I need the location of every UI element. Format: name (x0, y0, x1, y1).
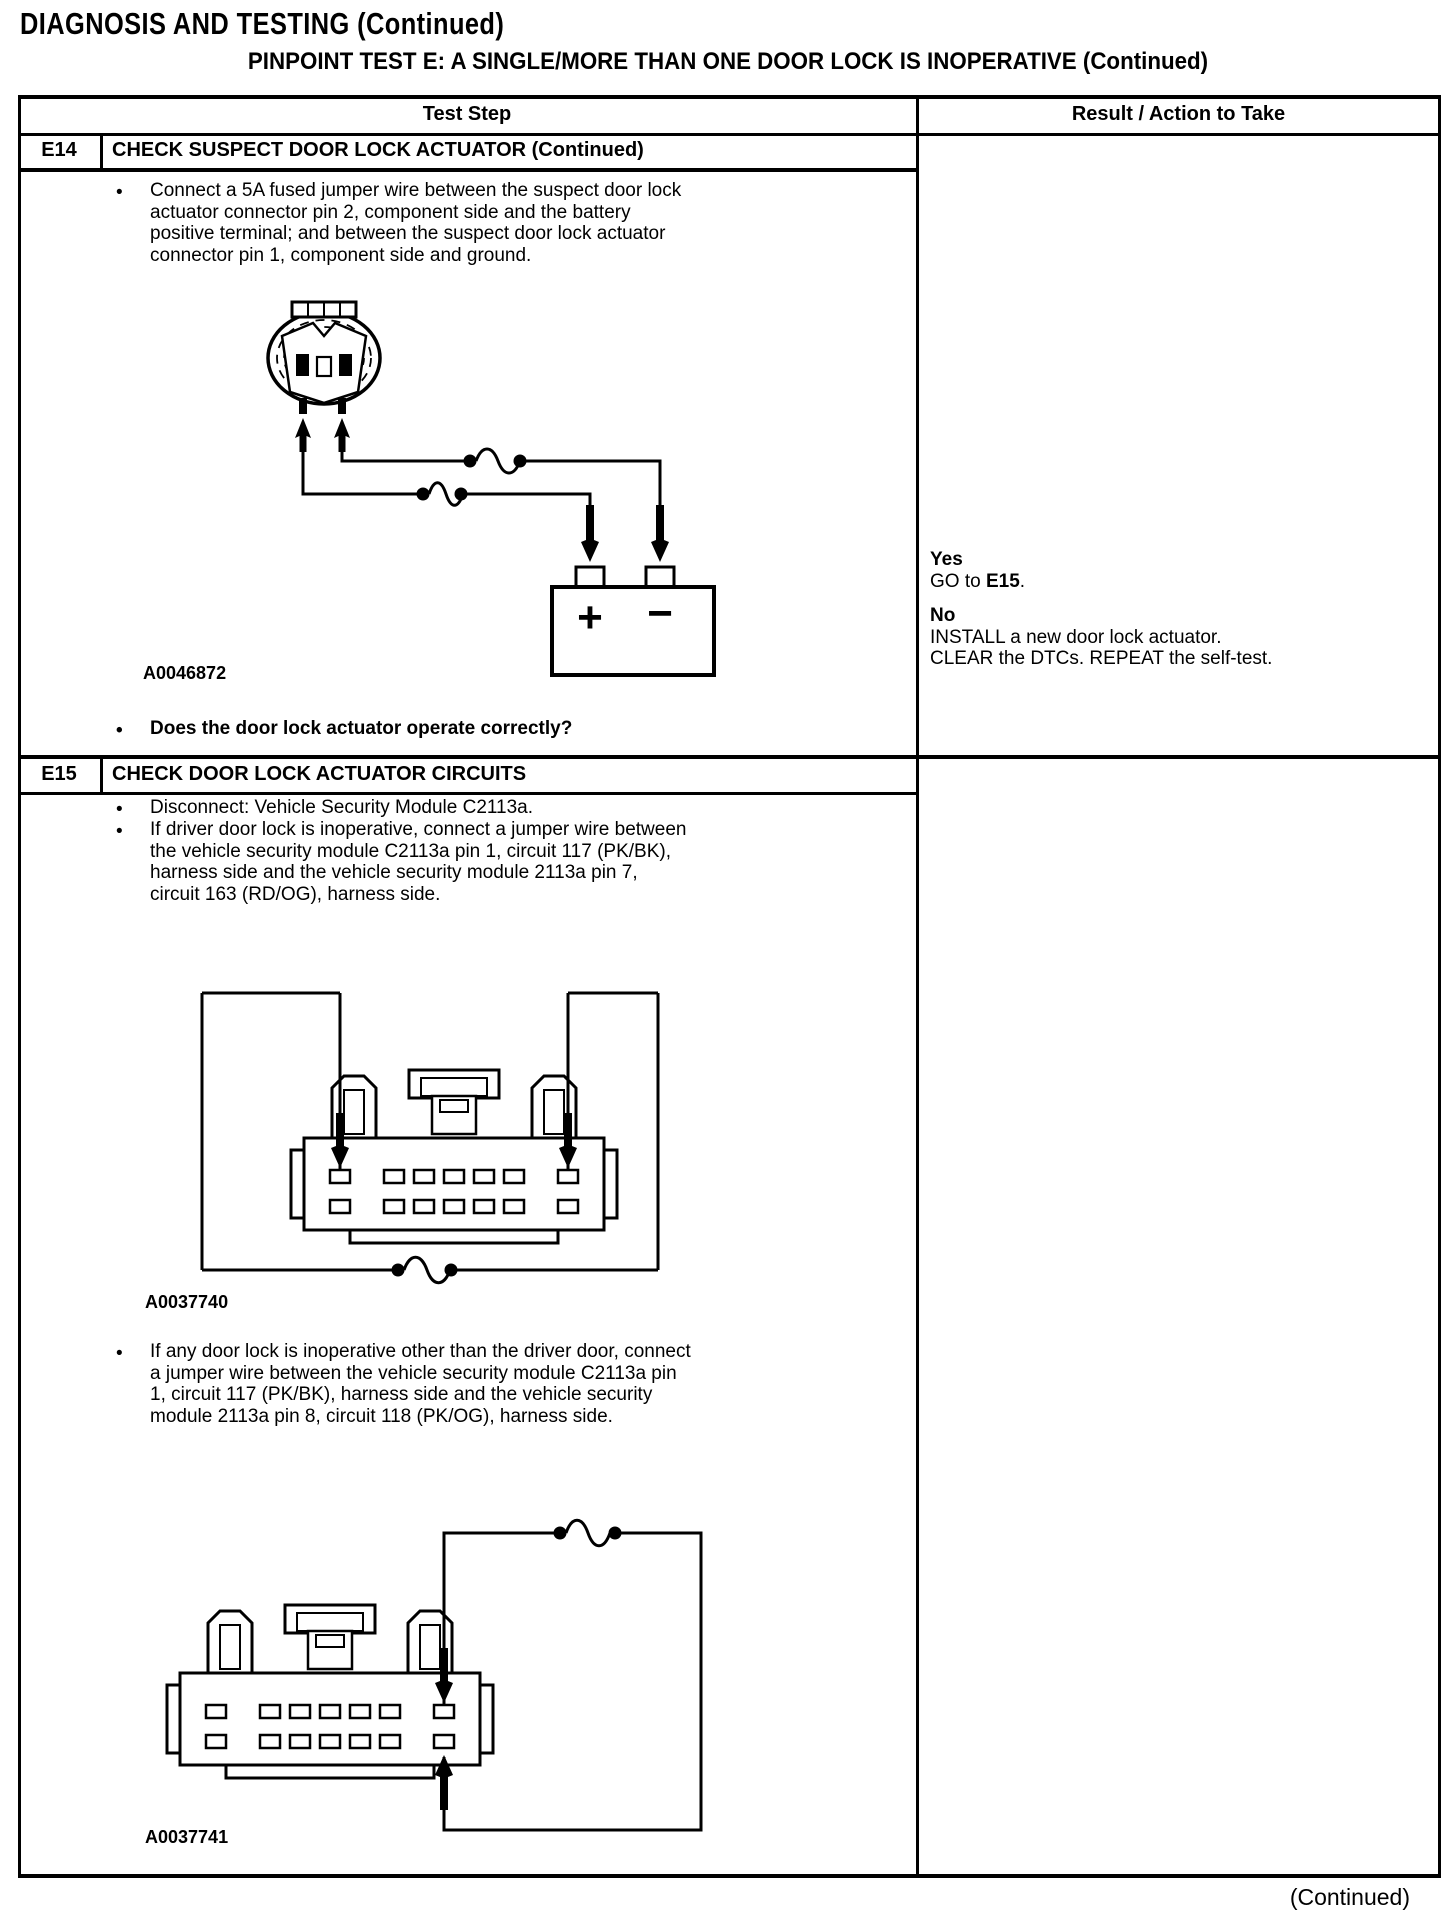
text-line: If driver door lock is inoperative, connect a jumper wire between (150, 819, 687, 840)
e15-driver-door-jumper-diagram (160, 985, 720, 1310)
bullet-marker: • (116, 1343, 123, 1364)
text-line: Connect a 5A fused jumper wire between the suspect door lock (150, 180, 682, 201)
yes-action-text: GO to (930, 570, 986, 592)
bullet-marker: • (116, 720, 123, 741)
e14-question: Does the door lock actuator operate correctly? (150, 718, 573, 739)
test-step-header: Test Step (422, 103, 512, 125)
table-top-border (18, 95, 1441, 99)
table-right-border (1438, 95, 1441, 1878)
e15-step-id: E15 (41, 763, 77, 785)
e15-other-door-instruction (150, 1341, 691, 1427)
e14-step-title: CHECK SUSPECT DOOR LOCK ACTUATOR (Continued) (112, 139, 644, 161)
result-header: Result / Action to Take (1071, 103, 1286, 125)
e15-driver-door-instruction (150, 819, 686, 905)
e14-row-bottom-border (18, 168, 919, 172)
no-action-line: INSTALL a new door lock actuator. (930, 626, 1222, 648)
text-line: actuator connector pin 2, component side and the battery (150, 201, 631, 223)
header-bottom-border (18, 133, 1441, 136)
bullet-marker: • (116, 799, 123, 820)
yes-action-punct: . (1019, 570, 1026, 592)
table-left-border (18, 95, 21, 1878)
battery-minus-symbol: − (647, 589, 673, 638)
yes-action (930, 571, 1272, 593)
text-line: connector pin 1, component side and ground. (150, 244, 532, 266)
page-title: DIAGNOSIS AND TESTING (Continued) (20, 6, 505, 41)
no-action-line: CLEAR the DTCs. REPEAT the self-test. (930, 648, 1273, 669)
text-line: positive terminal; and between the suspect door lock actuator (150, 223, 666, 244)
arrow-icons (295, 418, 669, 562)
text-line: a jumper wire between the vehicle security module C2113a pin (150, 1362, 677, 1384)
e15-figure2-label: A0037741 (145, 1827, 229, 1847)
e14-figure-label: A0046872 (143, 663, 227, 683)
text-line: the vehicle security module C2113a pin 1, circuit 117 (PK/BK), (150, 840, 671, 862)
table-bottom-border (18, 1874, 1441, 1878)
no-label: No (930, 605, 956, 626)
text-line: 1, circuit 117 (PK/BK), harness side and the vehicle security (150, 1384, 653, 1405)
pinpoint-test-subtitle: PINPOINT TEST E: A SINGLE/MORE THAN ONE DOOR LOCK IS INOPERATIVE (Continued) (247, 48, 1209, 75)
e14-instruction (150, 180, 681, 266)
battery-plus-symbol: + (577, 593, 603, 642)
e14-circuit-diagram (140, 300, 780, 685)
jumper-wires (303, 449, 660, 550)
e14-result-block (930, 549, 1272, 670)
text-line: harness side and the vehicle security module 2113a pin 7, (150, 862, 638, 883)
battery-icon (552, 567, 714, 675)
column-divider (916, 95, 919, 1878)
e15-figure1-label: A0037740 (145, 1292, 229, 1312)
e15-row-bottom-border (18, 792, 919, 795)
e14-id-cell-divider (100, 133, 103, 172)
e15-other-door-jumper-diagram (155, 1505, 725, 1855)
door-lock-actuator-connector-icon (268, 302, 380, 414)
result-gap (930, 592, 1272, 605)
text-line: module 2113a pin 8, circuit 118 (PK/OG), harness side. (150, 1405, 613, 1427)
text-line: If any door lock is inoperative other than the driver door, connect (150, 1341, 691, 1362)
jumper-wire-loop (444, 1520, 701, 1830)
yes-action-ref: E15 (985, 570, 1020, 592)
e15-row-top-border (18, 755, 1441, 759)
bullet-marker: • (116, 182, 123, 203)
bullet-marker: • (116, 821, 123, 842)
e15-step-title: CHECK DOOR LOCK ACTUATOR CIRCUITS (112, 763, 527, 785)
e15-disconnect-instruction: Disconnect: Vehicle Security Module C2113a. (150, 797, 534, 818)
e15-id-cell-divider (100, 755, 103, 795)
continued-footer: (Continued) (1289, 1884, 1410, 1910)
text-line: circuit 163 (RD/OG), harness side. (150, 883, 441, 905)
e14-step-id: E14 (41, 139, 77, 161)
yes-label: Yes (930, 549, 963, 570)
